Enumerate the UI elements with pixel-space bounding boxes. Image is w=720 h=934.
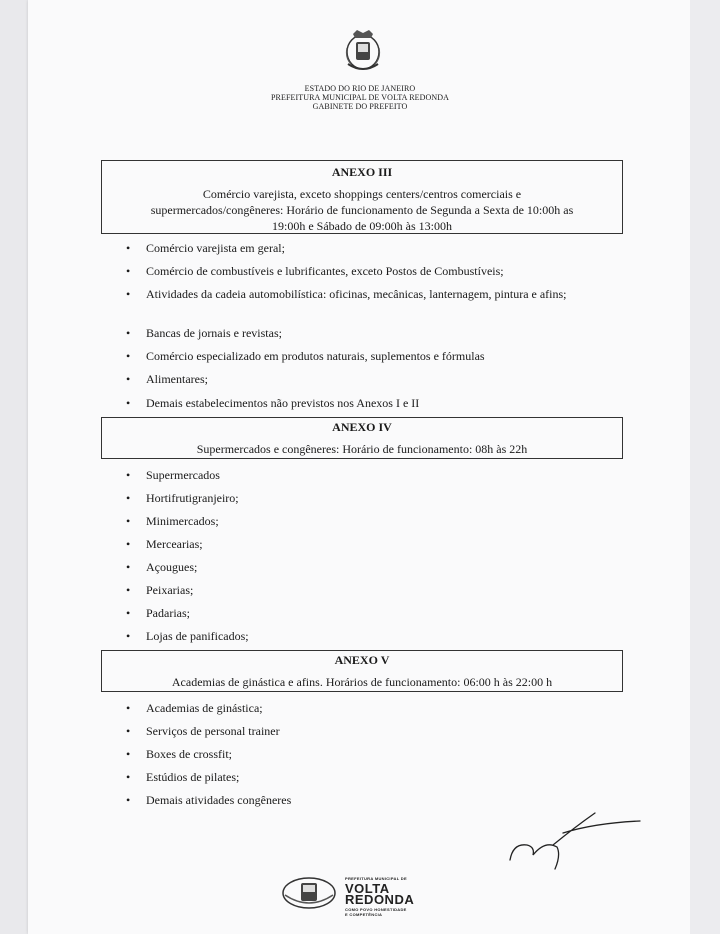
header-gabinete: GABINETE DO PREFEITO [312, 102, 408, 111]
list-item: • Comércio varejista em geral; [0, 241, 586, 255]
list-item: • Demais atividades congêneres [0, 793, 586, 807]
footer-logo [345, 876, 445, 917]
list-item: • Supermercados [0, 468, 586, 482]
list-item: • Mercearias; [0, 537, 586, 551]
list-item: • Academias de ginástica; [0, 701, 586, 715]
coat-of-arms-icon [345, 28, 381, 74]
footer-logo-slogan2: E COMPETÊNCIA [345, 912, 383, 917]
list-item: • Lojas de panificados; [0, 629, 586, 643]
viewer-background [690, 0, 720, 934]
list-item: • Estúdios de pilates; [0, 770, 586, 784]
signature-icon [505, 805, 645, 875]
footer-logo-slogan1: COMO POVO HONESTIDADE [345, 907, 407, 912]
anexo-iii-description-line2: supermercados/congêneres: Horário de funcionamento de Segunda a Sexta de 10:00h as [150, 203, 574, 217]
list-item: • Peixarias; [0, 583, 586, 597]
list-item: • Demais estabelecimentos não previstos nos Anexos I e II [0, 396, 586, 410]
list-item: • Atividades da cadeia automobilística: oficinas, mecânicas, lanternagem, pintura e afins; [0, 287, 586, 301]
anexo-v-title: ANEXO V [334, 653, 390, 667]
list-item: • Bancas de jornais e revistas; [0, 326, 586, 340]
footer-logo-small-top: PREFEITURA MUNICIPAL DE [345, 876, 407, 881]
anexo-iv-description: Supermercados e congêneres: Horário de funcionamento: 08h às 22h [196, 442, 528, 456]
anexo-iii-box [101, 160, 623, 234]
list-item: • Minimercados; [0, 514, 586, 528]
list-item: • Alimentares; [0, 372, 586, 386]
anexo-iii-description-line1: Comércio varejista, exceto shoppings centers/centros comerciais e [202, 187, 522, 201]
footer-logo-redonda: REDONDA [345, 892, 415, 907]
header-state: ESTADO DO RIO DE JANEIRO [304, 84, 416, 93]
anexo-v-description: Academias de ginástica e afins. Horários de funcionamento: 06:00 h às 22:00 h [171, 675, 553, 689]
header-prefeitura: PREFEITURA MUNICIPAL DE VOLTA REDONDA [270, 93, 450, 102]
list-item: • Comércio especializado em produtos naturais, suplementos e fórmulas [0, 349, 586, 363]
footer-coat-of-arms-icon [281, 875, 337, 911]
anexo-v-box [101, 650, 623, 692]
footer-logo-volta: VOLTA [345, 881, 390, 896]
anexo-iv-box [101, 417, 623, 459]
list-item: • Hortifrutigranjeiro; [0, 491, 586, 505]
list-item: • Padarias; [0, 606, 586, 620]
list-item: • Açougues; [0, 560, 586, 574]
list-item: • Boxes de crossfit; [0, 747, 586, 761]
anexo-iv-title: ANEXO IV [332, 420, 392, 434]
anexo-iii-title: ANEXO III [331, 165, 393, 179]
list-item: • Comércio de combustíveis e lubrificantes, exceto Postos de Combustíveis; [0, 264, 586, 278]
list-item: • Serviços de personal trainer [0, 724, 586, 738]
anexo-iii-description-line3: 19:00h e Sábado de 09:00h às 13:00h [272, 219, 452, 233]
